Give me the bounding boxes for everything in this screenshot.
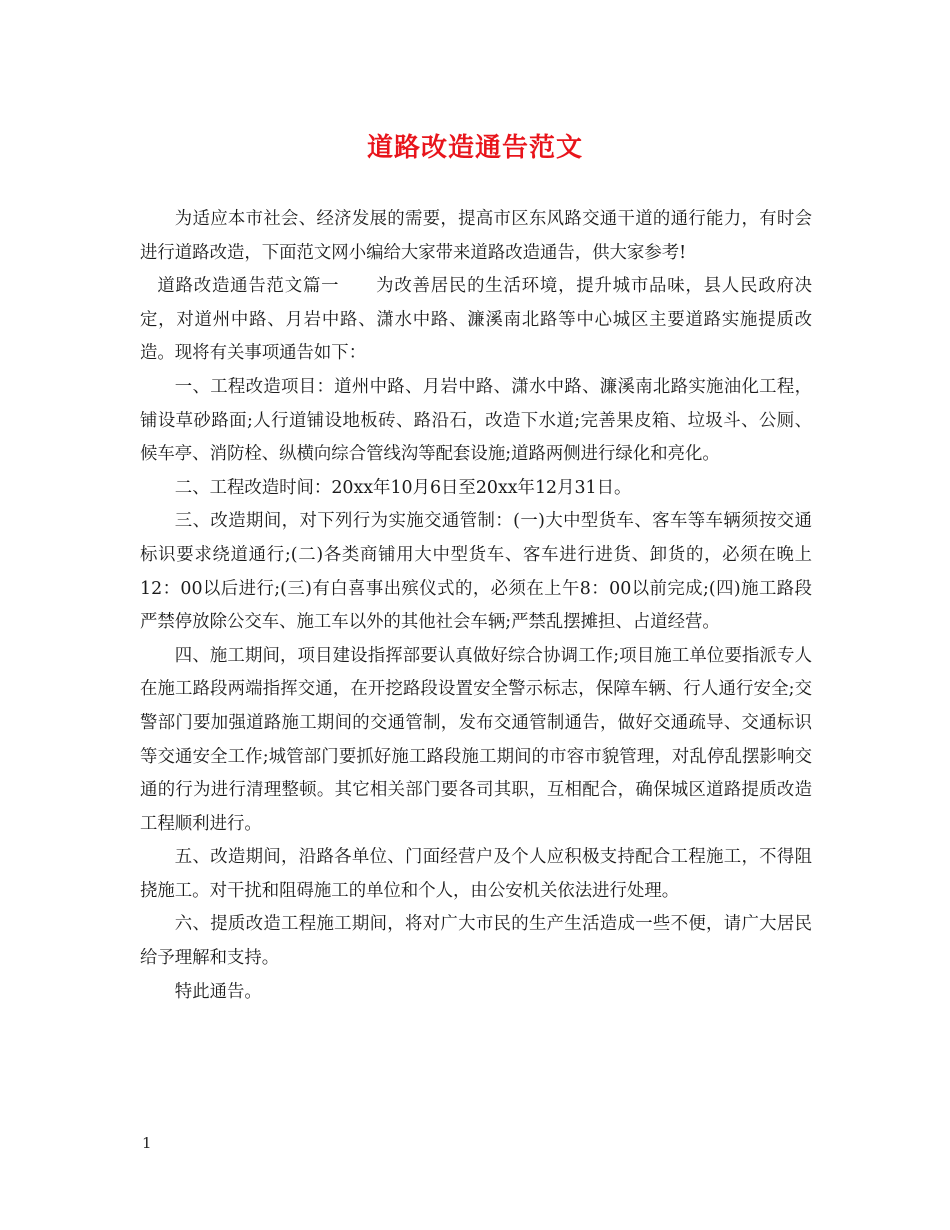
item-paragraph-3: 三、改造期间，对下列行为实施交通管制：(一)大中型货车、客车等车辆须按交通标识要求绕道通行;(二)各类商铺用大中型货车、客车进行进货、卸货的，必须在晚上12：00以后进行;(三)有白喜事出殡仪式的，必须在上午8：00以前完成;(四)施工路段严禁停放除公交车、施工车以外的其他社会车辆;严禁乱摆摊担、占道经营。	[140, 511, 812, 633]
item-paragraph-1: 一、工程改造项目：道州中路、月岩中路、潇水中路、濂溪南北路实施油化工程，铺设草砂路面;人行道铺设地板砖、路沿石，改造下水道;完善果皮箱、垃圾斗、公厕、候车亭、消防栓、纵横向综合管线沟等配套设施;道路两侧进行绿化和亮化。	[140, 376, 812, 465]
page-number: 1	[142, 1134, 152, 1152]
document-title: 道路改造通告范文	[366, 133, 583, 163]
intro-paragraph: 为适应本市社会、经济发展的需要，提高市区东风路交通干道的通行能力，有时会进行道路改造，下面范文网小编给大家带来道路改造通告，供大家参考!	[140, 209, 812, 263]
item-paragraph-5: 五、改造期间，沿路各单位、门面经营户及个人应积极支持配合工程施工，不得阻挠施工。对干扰和阻碍施工的单位和个人，由公安机关依法进行处理。	[140, 847, 812, 901]
section-lead: 为改善居民的生活环境，提升城市品味，县人民政府决定，对道州中路、月岩中路、潇水中路、濂溪南北路等中心城区主要道路实施提质改造。现将有关事项通告如下：	[140, 276, 812, 364]
section-heading: 道路改造通告范文篇一	[157, 276, 340, 297]
item-paragraph-4: 四、施工期间，项目建设指挥部要认真做好综合协调工作;项目施工单位要指派专人在施工路段两端指挥交通，在开挖路段设置安全警示标志，保障车辆、行人通行安全;交警部门要加强道路施工期间的交通管制，发布交通管制通告，做好交通疏导、交通标识等交通安全工作;城管部门要抓好施工路段施工期间的市容市貌管理，对乱停乱摆影响交通的行为进行清理整顿。其它相关部门要各司其职，互相配合，确保城区道路提质改造工程顺利进行。	[140, 645, 812, 834]
section-paragraph	[140, 270, 812, 371]
item-paragraph-2: 二、工程改造时间：20xx年10月6日至20xx年12月31日。	[174, 477, 632, 498]
item-paragraph-6: 六、提质改造工程施工期间，将对广大市民的生产生活造成一些不便，请广大居民给予理解和支持。	[140, 914, 812, 969]
document-body	[140, 203, 812, 1009]
closing-paragraph: 特此通告。	[174, 981, 262, 1002]
